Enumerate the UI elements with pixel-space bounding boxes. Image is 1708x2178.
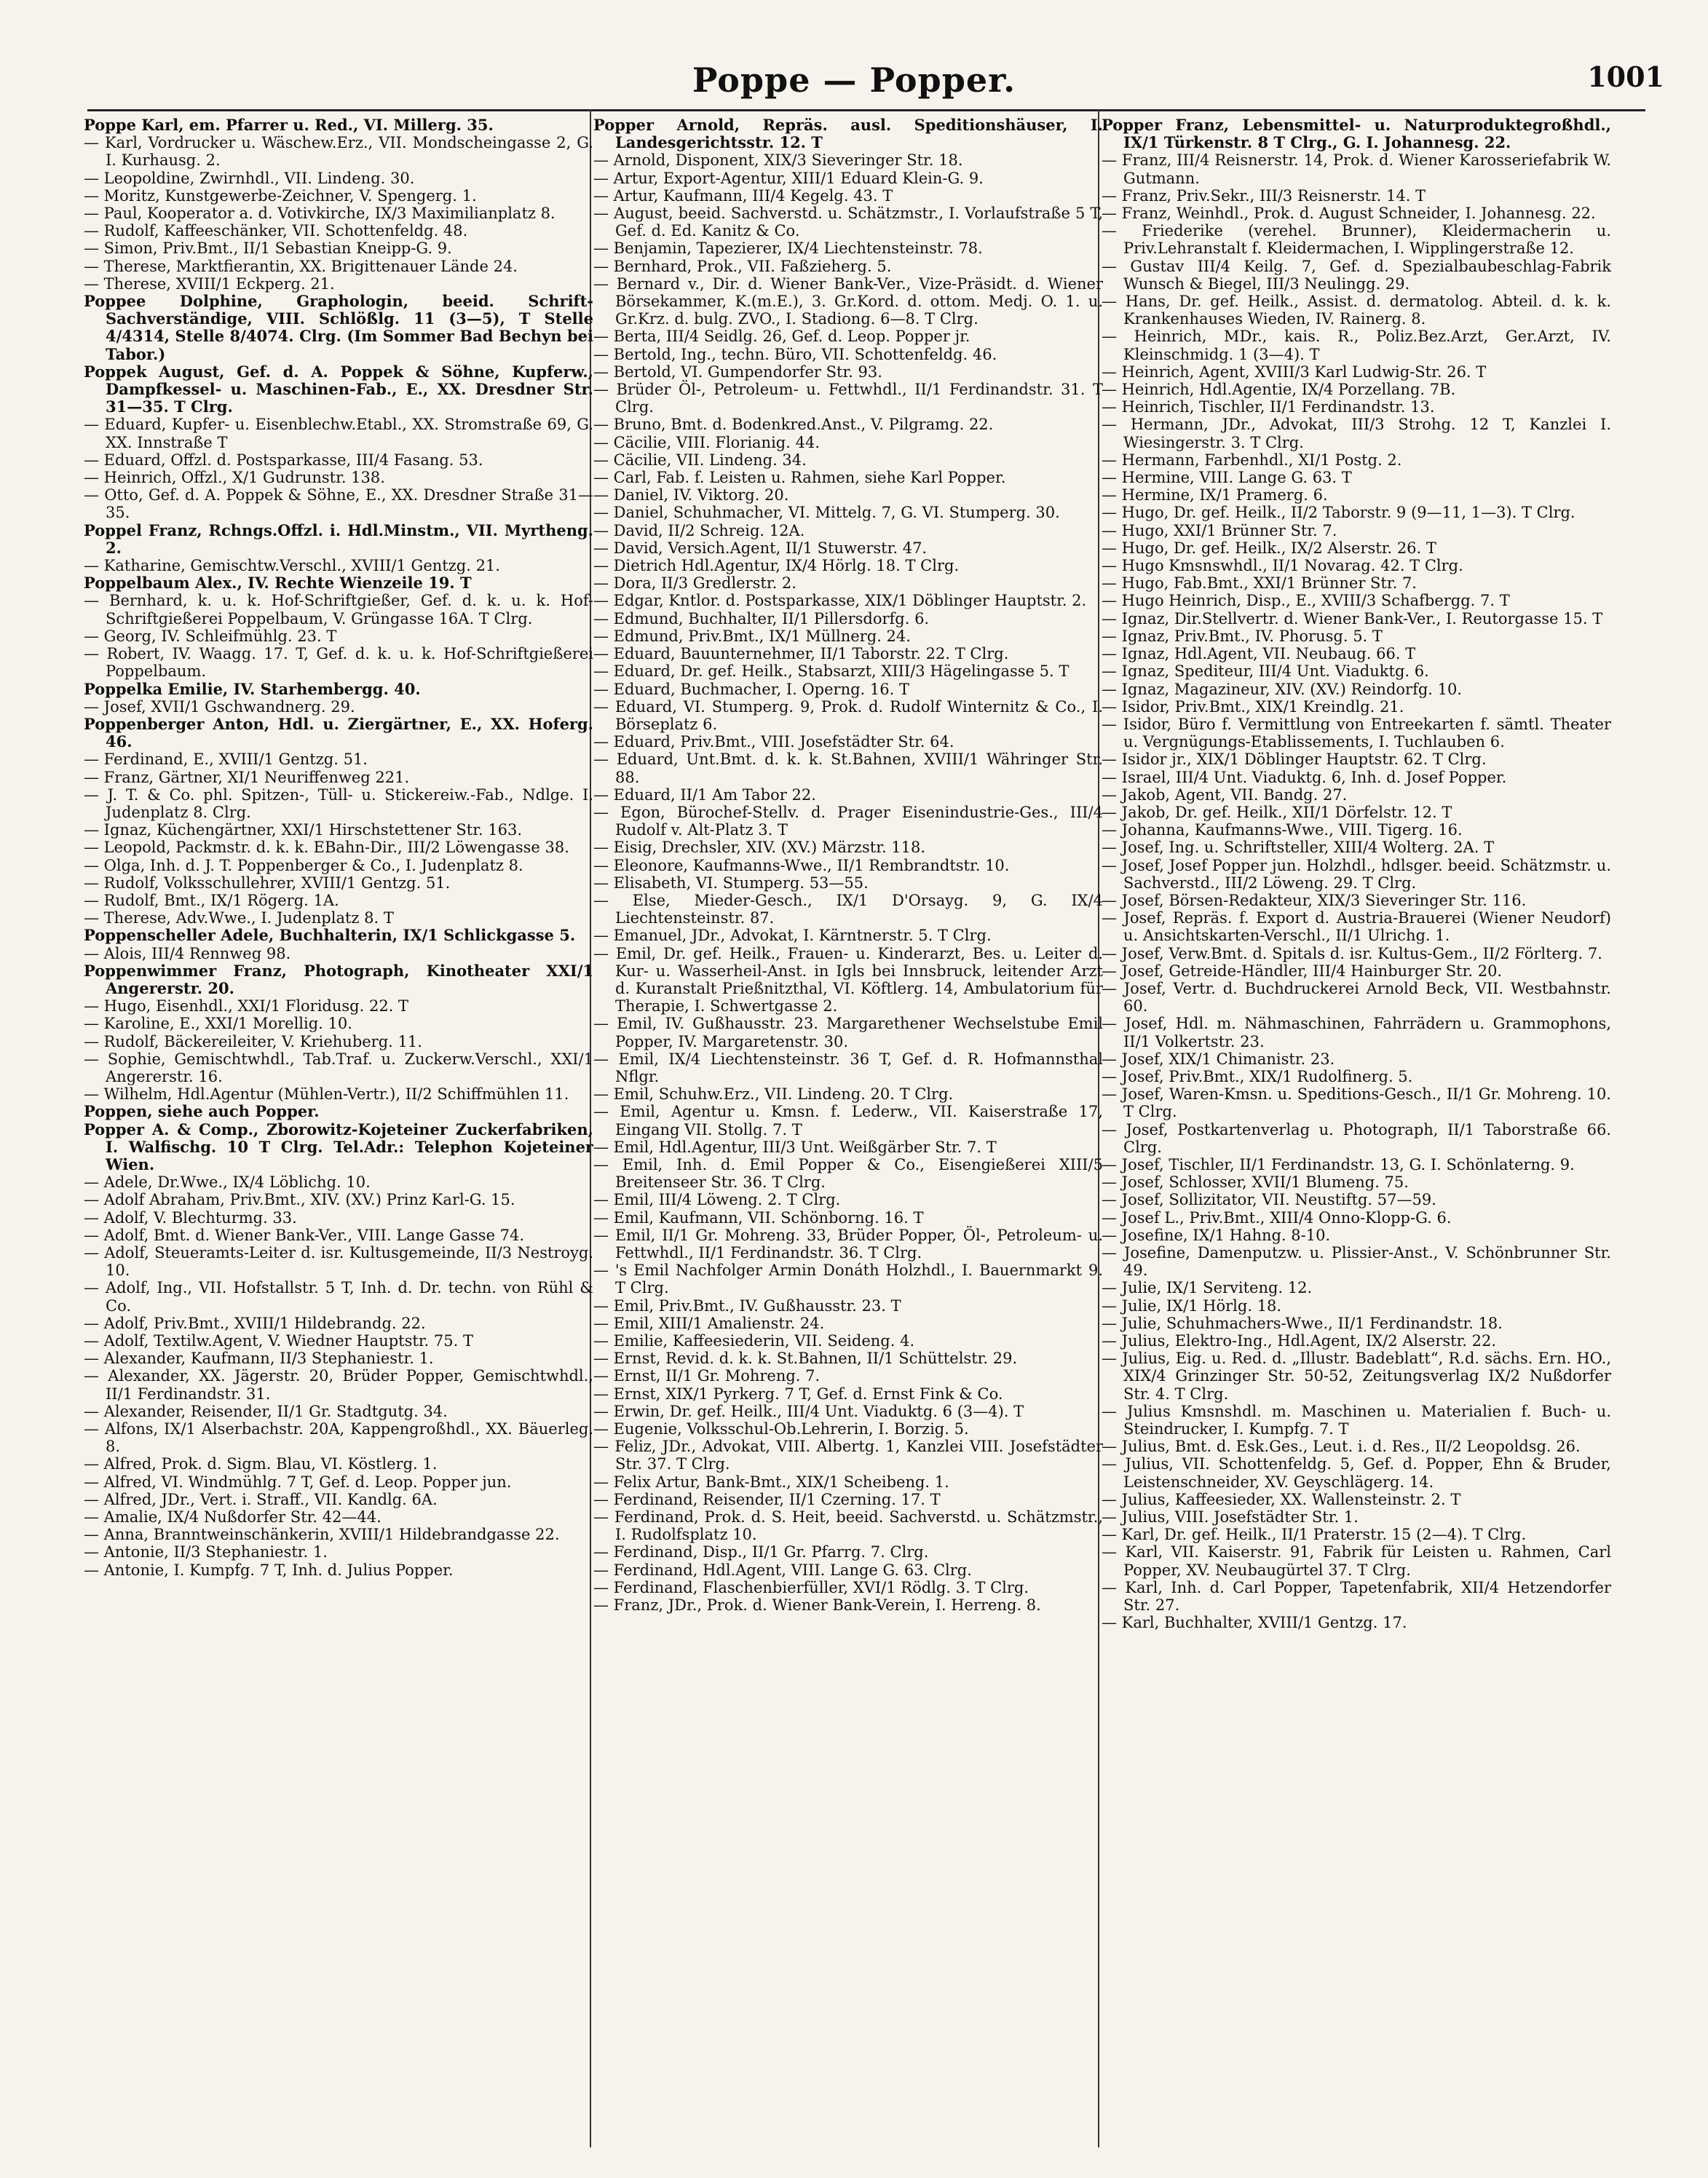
directory-entry: — August, beeid. Sachverstd. u. Schätzmstr., I. Vorlaufstraße 5 T, Gef. d. Ed. Kanitz & Co.	[593, 205, 1103, 240]
directory-entry: — Robert, IV. Waagg. 17. T, Gef. d. k. u. k. Hof-Schriftgießerei Poppelbaum.	[84, 645, 593, 681]
directory-entry: — Emil, IV. Gußhausstr. 23. Margarethener Wechselstube Emil Popper, IV. Margaretenstr. 30.	[593, 1015, 1103, 1050]
directory-entry: — Cäcilie, VIII. Florianig. 44.	[593, 433, 820, 451]
directory-entry: — Karoline, E., XXI/1 Morellig. 10.	[84, 1015, 352, 1033]
directory-entry: — Eugenie, Volksschul-Ob.Lehrerin, I. Borzig. 5.	[593, 1420, 969, 1438]
directory-entry: — Josef, XVII/1 Gschwandnerg. 29.	[84, 697, 355, 716]
directory-entry: — Alexander, Reisender, II/1 Gr. Stadtgutg. 34.	[84, 1402, 448, 1420]
directory-entry: — Karl, Buchhalter, XVIII/1 Gentzg. 17.	[1102, 1614, 1407, 1632]
directory-entry: — Eduard, VI. Stumperg. 9, Prok. d. Rudolf Winternitz & Co., I. Börseplatz 6.	[593, 697, 1103, 733]
directory-entry: — Antonie, II/3 Stephaniestr. 1.	[84, 1543, 328, 1561]
directory-entry: — Hermine, IX/1 Pramerg. 6.	[1102, 486, 1328, 504]
directory-entry: — Emil, Priv.Bmt., IV. Gußhausstr. 23. T	[593, 1296, 901, 1315]
directory-entry: — Hermann, Farbenhdl., XI/1 Postg. 2.	[1102, 451, 1402, 469]
directory-entry: — Alfred, Prok. d. Sigm. Blau, VI. Köstlerg. 1.	[84, 1455, 438, 1473]
directory-entry: — Hugo, Fab.Bmt., XXI/1 Brünner Str. 7.	[1102, 574, 1417, 593]
directory-entry: — Eduard, Priv.Bmt., VIII. Josefstädter Str. 64.	[593, 733, 954, 751]
directory-entry: — Emil, III/4 Löweng. 2. T Clrg.	[593, 1191, 841, 1209]
directory-entry: — Antonie, I. Kumpfg. 7 T, Inh. d. Julius Popper.	[84, 1561, 454, 1579]
directory-entry: — Emil, II/1 Gr. Mohreng. 33, Brüder Popper, Öl-, Petroleum- u. Fettwhdl., II/1 Ferdinandstr. 36. T Clrg.	[593, 1226, 1103, 1262]
directory-entry: — Ferdinand, Flaschenbierfüller, XVI/1 Rödlg. 3. T Clrg.	[593, 1578, 1029, 1596]
directory-entry: — Alfred, JDr., Vert. i. Straff., VII. Kandlg. 6A.	[84, 1490, 438, 1508]
directory-entry: — Else, Mieder-Gesch., IX/1 D'Orsayg. 9, G. IX/4 Liechtensteinstr. 87.	[593, 891, 1103, 927]
directory-entry: — Emil, Inh. d. Emil Popper & Co., Eisengießerei XIII/5 Breitenseer Str. 36. T Clrg.	[593, 1155, 1103, 1192]
directory-entry: — Wilhelm, Hdl.Agentur (Mühlen-Vertr.), II/2 Schiffmühlen 11.	[84, 1085, 569, 1104]
directory-entry: — Feliz, JDr., Advokat, VIII. Albertg. 1, Kanzlei VIII. Josefstädter Str. 37. T Clrg.	[593, 1438, 1103, 1473]
directory-entry: — Therese, XVIII/1 Eckperg. 21.	[84, 274, 335, 293]
directory-entry: — J. T. & Co. phl. Spitzen-, Tüll- u. Stickereiw.-Fab., Ndlge. I. Judenplatz 8. Clrg.	[84, 785, 593, 821]
directory-entry: — Eduard, Offzl. d. Postsparkasse, III/4 Fasang. 53.	[84, 451, 483, 469]
directory-entry: — Alexander, Kaufmann, II/3 Stephaniestr. 1.	[84, 1350, 434, 1368]
page-title: Poppe — Popper.	[692, 60, 1016, 100]
directory-entry: — Gustav III/4 Keilg. 7, Gef. d. Spezialbaubeschlag-Fabrik Wunsch & Biegel, III/3 Neulingg. 29.	[1102, 257, 1611, 293]
directory-entry: — Josef, Postkartenverlag u. Photograph, II/1 Taborstraße 66. Clrg.	[1102, 1120, 1611, 1156]
directory-entry: — Ferdinand, Reisender, II/1 Czerning. 17. T	[593, 1490, 941, 1508]
directory-entry: — Julie, IX/1 Serviteng. 12.	[1102, 1279, 1313, 1297]
directory-entry: — Olga, Inh. d. J. T. Poppenberger & Co., I. Judenplatz 8.	[84, 856, 523, 874]
directory-entry: — Rudolf, Bäckereileiter, V. Kriehuberg. 11.	[84, 1032, 422, 1050]
directory-entry: — Bernard v., Dir. d. Wiener Bank-Ver., Vize-Präsidt. d. Wiener Börsekammer, K.(m.E.), 3. Gr.Kord. d. ottom. Medj. O. 1. u. Gr.Krz. d. bulg. ZVO., I. Stadiong. 6—8. T Clrg.	[593, 274, 1103, 328]
directory-entry: — Alexander, XX. Jägerstr. 20, Brüder Popper, Gemischtwhdl., II/1 Ferdinandstr. 31.	[84, 1367, 593, 1403]
directory-entry: — Emanuel, JDr., Advokat, I. Kärntnerstr. 5. T Clrg.	[593, 927, 992, 945]
directory-entry: — Julius, Kaffeesieder, XX. Wallensteinstr. 2. T	[1102, 1490, 1461, 1508]
directory-entry: — Artur, Export-Agentur, XIII/1 Eduard Klein-G. 9.	[593, 169, 984, 187]
directory-entry: — Josef, Ing. u. Schriftsteller, XIII/4 Wolterg. 2A. T	[1102, 839, 1495, 857]
directory-entry: — Julius, Elektro-Ing., Hdl.Agent, IX/2 Alserstr. 22.	[1102, 1332, 1497, 1350]
directory-entry: Poppek August, Gef. d. A. Poppek & Söhne, Kupferw., Dampfkessel- u. Maschinen-Fab., E., XX. Dresdner Str. 31—35. T Clrg.	[84, 362, 593, 416]
directory-entry: — Ernst, Revid. d. k. k. St.Bahnen, II/1 Schüttelstr. 29.	[593, 1350, 1018, 1368]
directory-entry: — Josef, Tischler, II/1 Ferdinandstr. 13, G. I. Schönlaterng. 9.	[1102, 1155, 1575, 1173]
directory-entry: — Julie, IX/1 Hörlg. 18.	[1102, 1296, 1282, 1315]
directory-entry: — David, Versich.Agent, II/1 Stuwerstr. 47.	[593, 539, 928, 557]
directory-entry: — Emil, IX/4 Liechtensteinstr. 36 T, Gef. d. R. Hofmannsthal Nflgr.	[593, 1050, 1103, 1085]
directory-entry: — Rudolf, Kaffeeschänker, VII. Schottenfeldg. 48.	[84, 222, 468, 240]
directory-entry: — Bertold, Ing., techn. Büro, VII. Schottenfeldg. 46.	[593, 345, 997, 363]
directory-entry: — Josef, Vertr. d. Buchdruckerei Arnold Beck, VII. Westbahnstr. 60.	[1102, 979, 1611, 1015]
directory-entry: — Leopold, Packmstr. d. k. k. EBahn-Dir., III/2 Löwengasse 38.	[84, 839, 569, 857]
directory-entry: — Edmund, Buchhalter, II/1 Pillersdorfg. 6.	[593, 609, 930, 627]
directory-entry: — Eduard, Bauunternehmer, II/1 Taborstr. 22. T Clrg.	[593, 645, 1009, 663]
directory-entry: — Karl, Inh. d. Carl Popper, Tapetenfabrik, XII/4 Hetzendorfer Str. 27.	[1102, 1578, 1611, 1615]
directory-entry: — Moritz, Kunstgewerbe-Zeichner, V. Spengerg. 1.	[84, 186, 477, 205]
directory-entry: — Therese, Adv.Wwe., I. Judenplatz 8. T	[84, 909, 394, 927]
directory-entry: — Adele, Dr.Wwe., IX/4 Löblichg. 10.	[84, 1173, 371, 1192]
directory-entry: — Eisig, Drechsler, XIV. (XV.) Märzstr. 118.	[593, 839, 926, 857]
directory-entry: — Egon, Bürochef-Stellv. d. Prager Eisenindustrie-Ges., III/4 Rudolf v. Alt-Platz 3. T	[593, 803, 1103, 839]
directory-entry: — Adolf Abraham, Priv.Bmt., XIV. (XV.) Prinz Karl-G. 15.	[84, 1191, 515, 1209]
directory-entry: — Ignaz, Priv.Bmt., IV. Phorusg. 5. T	[1102, 627, 1383, 645]
directory-entry: — Hermann, JDr., Advokat, III/3 Strohg. 12 T, Kanzlei I. Wiesingerstr. 3. T Clrg.	[1102, 416, 1611, 451]
directory-entry: — Hans, Dr. gef. Heilk., Assist. d. dermatolog. Abteil. d. k. k. Krankenhauses Wieden, IV. Rainerg. 8.	[1102, 293, 1611, 328]
directory-entry: — Josef, Börsen-Redakteur, XIX/3 Sieveringer Str. 116.	[1102, 891, 1527, 909]
directory-entry: — Berta, III/4 Seidlg. 26, Gef. d. Leop. Popper jr.	[593, 328, 970, 346]
directory-entry: — Julius, VIII. Josefstädter Str. 1.	[1102, 1508, 1359, 1526]
directory-entry: — Hugo Kmsnswhdl., II/1 Novarag. 42. T Clrg.	[1102, 557, 1463, 575]
page-number: 1001	[1587, 60, 1664, 93]
directory-entry: — Brüder Öl-, Petroleum- u. Fettwhdl., II/1 Ferdinandstr. 31. T Clrg.	[593, 381, 1103, 416]
directory-entry: — Julius, VII. Schottenfeldg. 5, Gef. d. Popper, Ehn & Bruder, Leistenschneider, XV. Geyschlägerg. 14.	[1102, 1455, 1611, 1491]
directory-entry: — Karl, Dr. gef. Heilk., II/1 Praterstr. 15 (2—4). T Clrg.	[1102, 1526, 1527, 1544]
directory-entry: — Bernhard, k. u. k. Hof-Schriftgießer, Gef. d. k. u. k. Hof-Schriftgießerei Poppelbaum, V. Grüngasse 16A. T Clrg.	[84, 592, 593, 627]
directory-entry: — Erwin, Dr. gef. Heilk., III/4 Unt. Viaduktg. 6 (3—4). T	[593, 1402, 1024, 1420]
directory-entry: — Josef, Repräs. f. Export d. Austria-Brauerei (Wiener Neudorf) u. Ansichtskarten-Verschl., II/1 Ulrichg. 1.	[1102, 909, 1611, 945]
directory-entry: — Julius Kmsnshdl. m. Maschinen u. Materialien f. Buch- u. Steindrucker, I. Kumpfg. 7. T	[1102, 1402, 1611, 1438]
directory-entry: — Hugo, Dr. gef. Heilk., IX/2 Alserstr. 26. T	[1102, 539, 1436, 557]
directory-entry: — Josef, Sollizitator, VII. Neustiftg. 57—59.	[1102, 1191, 1436, 1209]
directory-entry: — Eduard, Kupfer- u. Eisenblechw.Etabl., XX. Stromstraße 69, G. XX. Innstraße T	[84, 416, 593, 451]
directory-entry: — 's Emil Nachfolger Armin Donáth Holzhdl., I. Bauernmarkt 9. T Clrg.	[593, 1262, 1103, 1297]
directory-entry: — Isidor jr., XIX/1 Döblinger Hauptstr. 62. T Clrg.	[1102, 751, 1487, 769]
directory-entry: — Eduard, Unt.Bmt. d. k. k. St.Bahnen, XVIII/1 Währinger Str. 88.	[593, 751, 1103, 786]
directory-entry: — Rudolf, Volksschullehrer, XVIII/1 Gentzg. 51.	[84, 874, 451, 892]
directory-column-2	[593, 116, 1103, 2147]
directory-entry: — Ignaz, Hdl.Agent, VII. Neubaug. 66. T	[1102, 645, 1416, 663]
directory-entry: — Emil, Kaufmann, VII. Schönborng. 16. T	[593, 1208, 924, 1227]
directory-entry: — Bertold, VI. Gumpendorfer Str. 93.	[593, 363, 882, 381]
directory-entry: — Eleonore, Kaufmanns-Wwe., II/1 Rembrandtstr. 10.	[593, 856, 1010, 874]
directory-entry: — Heinrich, MDr., kais. R., Poliz.Bez.Arzt, Ger.Arzt, IV. Kleinschmidg. 1 (3—4). T	[1102, 328, 1611, 363]
directory-entry: — Ignaz, Magazineur, XIV. (XV.) Reindorfg. 10.	[1102, 680, 1463, 698]
directory-entry: — Josef, Priv.Bmt., XIX/1 Rudolfinerg. 5.	[1102, 1067, 1413, 1085]
directory-entry: — Ignaz, Dir.Stellvertr. d. Wiener Bank-Ver., I. Reutorgasse 15. T	[1102, 609, 1603, 627]
directory-entry: Poppen, siehe auch Popper.	[84, 1102, 320, 1121]
directory-entry: — Anna, Branntweinschänkerin, XVIII/1 Hildebrandgasse 22.	[84, 1526, 560, 1544]
directory-entry: — Josefine, IX/1 Hahng. 8-10.	[1102, 1226, 1331, 1244]
directory-entry: — Adolf, Priv.Bmt., XVIII/1 Hildebrandg. 22.	[84, 1314, 426, 1332]
directory-entry: — Amalie, IX/4 Nußdorfer Str. 42—44.	[84, 1508, 381, 1526]
directory-entry: — Artur, Kaufmann, III/4 Kegelg. 43. T	[593, 186, 893, 205]
directory-entry: — Johanna, Kaufmanns-Wwe., VIII. Tigerg. 16.	[1102, 821, 1463, 839]
directory-entry: — Hugo, Eisenhdl., XXI/1 Floridusg. 22. T	[84, 997, 409, 1015]
directory-entry: Poppee Dolphine, Graphologin, beeid. Schrift-Sachverständige, VIII. Schlößlg. 11 (3—5), T Stelle 4/4314, Stelle 8/4074. Clrg. (Im Sommer Bad Bechyn bei Tabor.)	[84, 292, 593, 363]
directory-entry: — Josef, XIX/1 Chimanistr. 23.	[1102, 1050, 1335, 1068]
directory-entry: — Carl, Fab. f. Leisten u. Rahmen, siehe Karl Popper.	[593, 469, 1006, 487]
directory-entry: — Israel, III/4 Unt. Viaduktg. 6, Inh. d. Josef Popper.	[1102, 768, 1507, 786]
directory-entry: — Otto, Gef. d. A. Poppek & Söhne, E., XX. Dresdner Straße 31—35.	[84, 486, 593, 522]
directory-entry: — Josefine, Damenputzw. u. Plissier-Anst., V. Schönbrunner Str. 49.	[1102, 1244, 1611, 1280]
directory-entry: — Alfred, VI. Windmühlg. 7 T, Gef. d. Leop. Popper jun.	[84, 1473, 512, 1491]
directory-entry: — Alfons, IX/1 Alserbachstr. 20A, Kappengroßhdl., XX. Bäuerleg. 8.	[84, 1420, 593, 1456]
directory-entry: Poppenwimmer Franz, Photograph, Kinotheater XXI/1 Angererstr. 20.	[84, 961, 593, 997]
directory-entry: — Hugo, Dr. gef. Heilk., II/2 Taborstr. 9 (9—11, 1—3). T Clrg.	[1102, 504, 1575, 522]
directory-entry: Popper Franz, Lebensmittel- u. Naturproduktegroßhdl., IX/1 Türkenstr. 8 T Clrg., G. I. Johannesg. 22.	[1102, 116, 1611, 152]
directory-entry: — Heinrich, Tischler, II/1 Ferdinandstr. 13.	[1102, 398, 1435, 416]
directory-entry: Poppe Karl, em. Pfarrer u. Red., VI. Millerg. 35.	[84, 116, 494, 134]
directory-entry: — Hermine, VIII. Lange G. 63. T	[1102, 469, 1352, 487]
directory-entry: — Julie, Schuhmachers-Wwe., II/1 Ferdinandstr. 18.	[1102, 1314, 1503, 1332]
directory-entry: — Franz, JDr., Prok. d. Wiener Bank-Verein, I. Herreng. 8.	[593, 1596, 1041, 1615]
directory-entry: — Julius, Bmt. d. Esk.Ges., Leut. i. d. Res., II/2 Leopoldsg. 26.	[1102, 1438, 1581, 1456]
directory-entry: — Bruno, Bmt. d. Bodenkred.Anst., V. Pilgramg. 22.	[593, 416, 994, 434]
directory-entry: — Rudolf, Bmt., IX/1 Rögerg. 1A.	[84, 891, 339, 909]
directory-entry: — Ferdinand, Disp., II/1 Gr. Pfarrg. 7. Clrg.	[593, 1543, 929, 1561]
directory-entry: — Eduard, II/1 Am Tabor 22.	[593, 785, 816, 804]
directory-entry: — Franz, Gärtner, XI/1 Neuriffenweg 221.	[84, 768, 410, 786]
directory-entry: — Heinrich, Agent, XVIII/3 Karl Ludwig-Str. 26. T	[1102, 363, 1487, 381]
directory-entry: — Ferdinand, Prok. d. S. Heit, beeid. Sachverstd. u. Schätzmstr., I. Rudolfsplatz 10.	[593, 1508, 1103, 1544]
directory-entry: — Dora, II/3 Gredlerstr. 2.	[593, 574, 796, 593]
directory-entry: — Edgar, Kntlor. d. Postsparkasse, XIX/1 Döblinger Hauptstr. 2.	[593, 592, 1087, 610]
directory-entry: — Simon, Priv.Bmt., II/1 Sebastian Kneipp-G. 9.	[84, 239, 452, 258]
directory-entry: — Georg, IV. Schleifmühlg. 23. T	[84, 627, 337, 645]
directory-entry: — Leopoldine, Zwirnhdl., VII. Lindeng. 30.	[84, 169, 415, 187]
directory-entry: — Adolf, Ing., VII. Hofstallstr. 5 T, Inh. d. Dr. techn. von Rühl & Co.	[84, 1279, 593, 1315]
directory-column-3	[1102, 116, 1611, 2147]
directory-entry: Poppenberger Anton, Hdl. u. Ziergärtner, E., XX. Hoferg. 46.	[84, 714, 593, 751]
directory-entry: — David, II/2 Schreig. 12A.	[593, 521, 805, 539]
directory-entry: — Edmund, Priv.Bmt., IX/1 Müllnerg. 24.	[593, 627, 911, 645]
directory-entry: Poppenscheller Adele, Buchhalterin, IX/1 Schlickgasse 5.	[84, 926, 576, 945]
directory-entry: — Franz, Weinhdl., Prok. d. August Schneider, I. Johannesg. 22.	[1102, 205, 1596, 223]
directory-entry: — Dietrich Hdl.Agentur, IX/4 Hörlg. 18. T Clrg.	[593, 557, 960, 575]
directory-entry: — Heinrich, Offzl., X/1 Gudrunstr. 138.	[84, 469, 385, 487]
directory-entry: — Sophie, Gemischtwhdl., Tab.Traf. u. Zuckerw.Verschl., XXI/1 Angererstr. 16.	[84, 1050, 593, 1085]
directory-entry: — Paul, Kooperator a. d. Votivkirche, IX/3 Maximilianplatz 8.	[84, 205, 556, 223]
directory-entry: — Josef, Getreide-Händler, III/4 Hainburger Str. 20.	[1102, 962, 1503, 980]
directory-entry: — Emil, Agentur u. Kmsn. f. Lederw., VII. Kaiserstraße 17, Eingang VII. Stollg. 7. T	[593, 1103, 1103, 1138]
directory-entry: — Josef, Waren-Kmsn. u. Speditions-Gesch., II/1 Gr. Mohreng. 10. T Clrg.	[1102, 1085, 1611, 1121]
directory-entry: — Hugo Heinrich, Disp., E., XVIII/3 Schafbergg. 7. T	[1102, 592, 1510, 610]
directory-entry: Popper A. & Comp., Zborowitz-Kojeteiner Zuckerfabriken, I. Walfischg. 10 T Clrg. Tel.Adr.: Telephon Kojeteiner Wien.	[84, 1120, 593, 1173]
directory-entry: — Josef, Hdl. m. Nähmaschinen, Fahrrädern u. Grammophons, II/1 Volkertstr. 23.	[1102, 1015, 1611, 1050]
directory-entry: — Ferdinand, E., XVIII/1 Gentzg. 51.	[84, 751, 368, 769]
directory-entry: — Emil, Dr. gef. Heilk., Frauen- u. Kinderarzt, Bes. u. Leiter d. Kur- u. Wasserheil-Anst. in Igls bei Innsbruck, leitender Arzt d. Kuranstalt Prießnitzthal, VI. Köftlerg. 14, Ambulatorium für Therapie, I. Schwertgasse 2.	[593, 944, 1103, 1015]
directory-entry: — Jakob, Dr. gef. Heilk., XII/1 Dörfelstr. 12. T	[1102, 803, 1452, 821]
directory-entry: — Jakob, Agent, VII. Bandg. 27.	[1102, 785, 1348, 804]
directory-entry: — Katharine, Gemischtw.Verschl., XVIII/1 Gentzg. 21.	[84, 557, 500, 575]
directory-entry: — Karl, VII. Kaiserstr. 91, Fabrik für Leisten u. Rahmen, Carl Popper, XV. Neubaugürtel 37. T Clrg.	[1102, 1543, 1611, 1579]
directory-entry: — Elisabeth, VI. Stumperg. 53—55.	[593, 874, 869, 892]
directory-entry: — Josef, Schlosser, XVII/1 Blumeng. 75.	[1102, 1173, 1409, 1192]
directory-entry: — Julius, Eig. u. Red. d. „Illustr. Badeblatt“, R.d. sächs. Ern. HO., XIX/4 Grinzinger Str. 50-52, Zeitungsverlag IX/2 Nußdorfer Str. 4. T Clrg.	[1102, 1350, 1611, 1403]
directory-entry: — Eduard, Dr. gef. Heilk., Stabsarzt, XIII/3 Hägelingasse 5. T	[593, 662, 1070, 681]
directory-entry: — Eduard, Buchmacher, I. Operng. 16. T	[593, 680, 909, 698]
directory-entry: — Ernst, XIX/1 Pyrkerg. 7 T, Gef. d. Ernst Fink & Co.	[593, 1385, 1003, 1403]
directory-entry: — Ignaz, Küchengärtner, XXI/1 Hirschstettener Str. 163.	[84, 821, 523, 839]
directory-entry: — Franz, Priv.Sekr., III/3 Reisnerstr. 14. T	[1102, 186, 1426, 205]
directory-entry: Popper Arnold, Repräs. ausl. Speditionshäuser, I. Landesgerichtsstr. 12. T	[593, 116, 1103, 152]
directory-entry: — Isidor, Priv.Bmt., XIX/1 Kreindlg. 21.	[1102, 697, 1404, 716]
directory-entry: — Ignaz, Spediteur, III/4 Unt. Viaduktg. 6.	[1102, 662, 1429, 681]
directory-entry: — Alois, III/4 Rennweg 98.	[84, 944, 291, 962]
directory-entry: — Emilie, Kaffeesiederin, VII. Seideng. 4.	[593, 1332, 915, 1350]
directory-entry: — Emil, Hdl.Agentur, III/3 Unt. Weißgärber Str. 7. T	[593, 1138, 997, 1156]
directory-entry: — Bernhard, Prok., VII. Faßzieherg. 5.	[593, 257, 892, 275]
directory-entry: — Heinrich, Hdl.Agentie, IX/4 Porzellang. 7B.	[1102, 381, 1456, 399]
directory-entry: — Daniel, IV. Viktorg. 20.	[593, 486, 789, 504]
directory-entry: — Josef, Verw.Bmt. d. Spitals d. isr. Kultus-Gem., II/2 Förlterg. 7.	[1102, 944, 1602, 962]
directory-entry: — Franz, III/4 Reisnerstr. 14, Prok. d. Wiener Karosseriefabrik W. Gutmann.	[1102, 151, 1611, 187]
directory-entry: — Josef, Josef Popper jun. Holzhdl., hdlsger. beeid. Schätzmstr. u. Sachverstd., III/2 Löweng. 29. T Clrg.	[1102, 856, 1611, 892]
directory-entry: — Karl, Vordrucker u. Wäschew.Erz., VII. Mondscheingasse 2, G. I. Kurhausg. 2.	[84, 134, 593, 170]
directory-entry: — Cäcilie, VII. Lindeng. 34.	[593, 451, 807, 469]
directory-entry: Poppel Franz, Rchngs.Offzl. i. Hdl.Minstm., VII. Myrtheng. 2.	[84, 520, 593, 557]
directory-entry: — Adolf, V. Blechturmg. 33.	[84, 1208, 297, 1227]
directory-entry: — Adolf, Bmt. d. Wiener Bank-Ver., VIII. Lange Gasse 74.	[84, 1226, 525, 1244]
directory-entry: — Arnold, Disponent, XIX/3 Sieveringer Str. 18.	[593, 151, 963, 170]
directory-entry: — Emil, Schuhw.Erz., VII. Lindeng. 20. T Clrg.	[593, 1085, 954, 1104]
directory-entry: — Daniel, Schuhmacher, VI. Mittelg. 7, G. VI. Stumperg. 30.	[593, 504, 1060, 522]
directory-entry: — Benjamin, Tapezierer, IX/4 Liechtensteinstr. 78.	[593, 239, 983, 258]
directory-entry: — Emil, XIII/1 Amalienstr. 24.	[593, 1314, 825, 1332]
directory-entry: Poppelbaum Alex., IV. Rechte Wienzeile 19. T	[84, 574, 472, 593]
directory-entry: — Josef L., Priv.Bmt., XIII/4 Onno-Klopp-G. 6.	[1102, 1208, 1452, 1227]
header-rule	[87, 109, 1645, 111]
directory-entry: — Hugo, XXI/1 Brünner Str. 7.	[1102, 521, 1337, 539]
page-header	[0, 55, 1708, 106]
directory-entry: — Adolf, Textilw.Agent, V. Wiedner Hauptstr. 75. T	[84, 1332, 473, 1350]
directory-entry: — Felix Artur, Bank-Bmt., XIX/1 Scheibeng. 1.	[593, 1473, 949, 1491]
directory-entry: — Friederike (verehel. Brunner), Kleidermacherin u. Priv.Lehranstalt f. Kleidermachen, I. Wipplingerstraße 12.	[1102, 222, 1611, 258]
directory-entry: — Ferdinand, Hdl.Agent, VIII. Lange G. 63. Clrg.	[593, 1561, 972, 1579]
directory-column-1	[84, 116, 593, 2147]
directory-entry: — Adolf, Steueramts-Leiter d. isr. Kultusgemeinde, II/3 Nestroyg. 10.	[84, 1244, 593, 1280]
directory-entry: Poppelka Emilie, IV. Starhembergg. 40.	[84, 679, 421, 698]
directory-entry: — Therese, Marktfierantin, XX. Brigittenauer Lände 24.	[84, 257, 518, 275]
directory-entry: — Ernst, II/1 Gr. Mohreng. 7.	[593, 1367, 821, 1385]
directory-entry: — Isidor, Büro f. Vermittlung von Entreekarten f. sämtl. Theater u. Vergnügungs-Etablissements, I. Tuchlauben 6.	[1102, 715, 1611, 751]
